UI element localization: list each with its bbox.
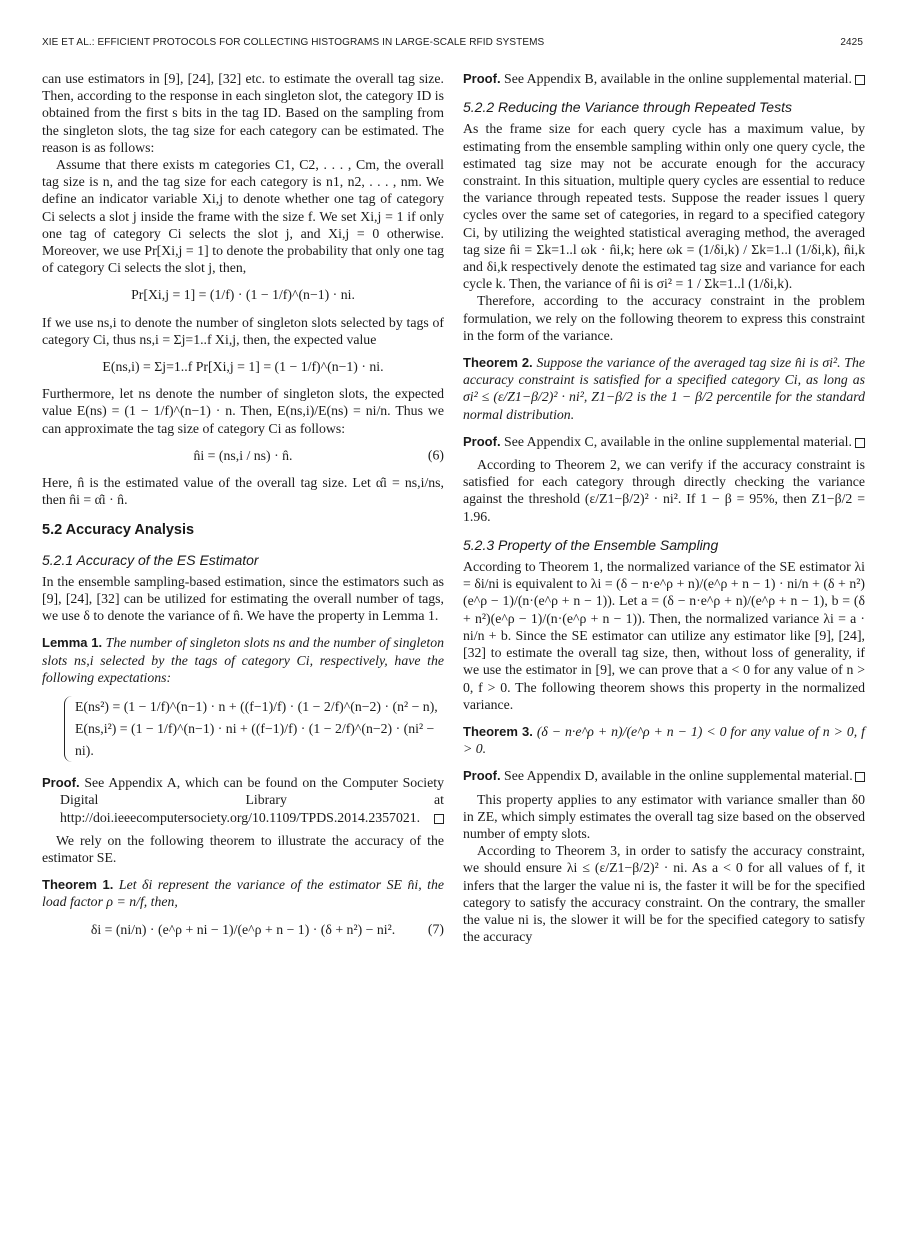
- theorem-1-label: Theorem 1.: [42, 877, 114, 893]
- proof-appendix-b: [463, 70, 865, 87]
- lemma-equation-ns: E(ns²) = (1 − 1/f)^(n−1) · n + ((f−1)/f) · (1 − 2/f)^(n−2) · (n² − n),: [75, 699, 438, 715]
- running-header: [42, 37, 863, 53]
- proof-b-label: Proof.: [463, 71, 501, 86]
- equation-7-body: δi = (ni/n) · (e^ρ + ni − 1)/(e^ρ + n − 1) · (δ + n²) − ni².: [90, 921, 396, 937]
- qed-square-icon: [855, 75, 865, 85]
- subsection-heading-5-2-3: 5.2.3 Property of the Ensemble Sampling: [463, 536, 719, 553]
- subsection-heading-5-2-1: 5.2.1 Accuracy of the ES Estimator: [42, 551, 259, 568]
- equation-probability: Pr[Xi,j = 1] = (1/f) · (1 − 1/f)^(n−1) · ni.: [131, 287, 355, 303]
- equation-6-number: (6): [427, 447, 444, 463]
- paragraph-verify-constraint: According to Theorem 2, we can verify if the accuracy constraint is satisfied for each category through directly checking the variance against the threshold (ε/Z1−β/2)² · ni². If 1 − β = 95%, then Z1−β/2 = 1.96.: [463, 457, 865, 524]
- theorem-1: [42, 876, 444, 910]
- theorem-3-label: Theorem 3.: [463, 723, 533, 739]
- paragraph-estimator-intro: can use estimators in [9], [24], [32] etc. to estimate the overall tag size. Then, according to the response in each singleton slot, the category ID is obtained from the first s bits in the tag ID. Based on the sampling from the singleton slots, the tag size for each category can be estimated. The reason is as follows:: [42, 71, 444, 155]
- proof-b-text: See Appendix B, available in the online supplemental material.: [504, 71, 852, 86]
- proof-appendix-d: [463, 767, 865, 784]
- proof-a-text: See Appendix A, which can be found on the Computer Society Digital Library at http://doi.ieeecomputersociety.org/10.1109/TPDS.2014.2357021.: [60, 775, 444, 825]
- paragraph-normalized-variance: According to Theorem 1, the normalized variance of the SE estimator λi = δi/ni is equivalent to λi = (δ − n·e^ρ + n)/(e^ρ + n − 1) · ni/n + (δ + n²)(e^ρ − 1)/(n·(e^ρ + n − 1)). Let a = (δ − n·e^ρ + n)/(e^ρ + n − 1), b = (δ + n²)(e^ρ − 1)/(n·(e^ρ + n − 1)). Then, the normalized variance λi = a · ni/n + b. Since the SE estimator can utilize any estimator like [9], [24], [32] to estimate the overall tag size, then, without loss of generality, if we use the estimator in [9], we can prove that a < 0 for any value of n > 0, f > 0. The following theorem shows this property in the normalized variance.: [463, 559, 865, 712]
- paragraph-overall-estimate: Here, n̂ is the estimated value of the overall tag size. Let α̂i = ns,i/ns, then n̂i = α̂i · n̂.: [42, 475, 444, 508]
- paragraph-singleton-count: If we use ns,i to denote the number of singleton slots selected by tags of category Ci, thus ns,i = Σj=1..f Xi,j, then, the expected value: [42, 314, 444, 347]
- lemma-equation-nsi: E(ns,i²) = (1 − 1/f)^(n−1) · ni + ((f−1)/f) · (1 − 2/f)^(n−2) · (ni² − ni).: [75, 721, 435, 759]
- proof-c-label: Proof.: [463, 433, 501, 449]
- proof-appendix-a: [42, 774, 444, 826]
- equation-expectation: E(ns,i) = Σj=1..f Pr[Xi,j = 1] = (1 − 1/f)^(n−1) · ni.: [102, 359, 384, 375]
- paragraph-repeated-tests: As the frame size for each query cycle has a maximum value, by estimating from the ensemble sampling within only one query cycle, the estimated tag size may not be accurate enough for the accuracy constraint. In this situation, multiple query cycles are essential to reduce the variance through repeated tests. Suppose the reader issues l query cycles over the same set of categories, in regard to a specified category Ci, by utilizing the weighted statistical averaging method, the averaged tag size n̂i = Σk=1..l ωk · n̂i,k; here ωk = (1/δi,k) / Σk=1..l (1/δi,k), n̂i,k and δi,k respectively denote the estimated tag size and variance for each cycle k. Then, the variance of n̂i is σi² = 1 / Σk=1..l (1/δi,k).: [463, 121, 865, 292]
- lemma-1-text: The number of singleton slots ns and the number of singleton slots ns,i selected by the tags of category Ci, respectively, have the following expectations:: [42, 635, 444, 685]
- paragraph-ensemble-variance: In the ensemble sampling-based estimation, since the estimators such as [9], [24], [32] can be utilized for estimating the overall number of tags, we use δ to denote the variance of n̂. We have the property in Lemma 1.: [42, 573, 444, 624]
- theorem-3: [463, 723, 865, 757]
- theorem-2-text: Suppose the variance of the averaged tag size n̂i is σi². The accuracy constraint is satisfied for a specified category Ci, as long as σi² ≤ (ε/Z1−β/2)² · ni², Z1−β/2 is the 1 − β/2 percentile for the standard normal distribution.: [463, 355, 865, 422]
- proof-d-text: See Appendix D, available in the online supplemental material.: [504, 768, 853, 784]
- theorem-3-text: (δ − n·e^ρ + n)/(e^ρ + n − 1) < 0 for any value of n > 0, f > 0.: [463, 723, 866, 757]
- theorem-1-text: Let δi represent the variance of the estimator SE n̂i, the load factor ρ = n/f, then,: [42, 877, 444, 910]
- equation-6: [42, 447, 444, 464]
- paragraph-property-applies: This property applies to any estimator with variance smaller than δ0 in ZE, which simply estimates the overall tag size based on the observed number of empty slots.: [463, 791, 865, 841]
- page-number: 2425: [840, 37, 863, 48]
- paragraph-theorem-intro: We rely on the following theorem to illustrate the accuracy of the estimator SE.: [42, 832, 444, 865]
- section-heading-5-2: 5.2 Accuracy Analysis: [42, 522, 195, 539]
- proof-d-label: Proof.: [463, 768, 501, 784]
- paragraph-indicator-variable: Assume that there exists m categories C1, C2, . . . , Cm, the overall tag size is n, and the tag size for each category is n1, n2, . . . , nm. We define an indicator variable Xi,j to denote whether one tag of category Ci selects a slot j inside the frame with the size f. We set Xi,j = 1 if only one tag of category Ci selects the slot j, and Xi,j = 0 otherwise. Moreover, we use Pr[Xi,j = 1] to denote the probability that only one tag of category Ci selects the slot j, then,: [42, 157, 444, 276]
- running-title: XIE ET AL.: EFFICIENT PROTOCOLS FOR COLLECTING HISTOGRAMS IN LARGE-SCALE RFID SYSTEMS: [42, 37, 545, 48]
- qed-square-icon: [855, 772, 865, 782]
- theorem-2-label: Theorem 2.: [463, 355, 533, 371]
- lemma-1-label: Lemma 1.: [42, 635, 103, 651]
- proof-appendix-c: [463, 433, 865, 450]
- right-column: [463, 70, 865, 945]
- subsection-heading-5-2-2: 5.2.2 Reducing the Variance through Repeated Tests: [463, 99, 792, 116]
- qed-square-icon: [434, 814, 444, 824]
- left-column: [42, 70, 444, 948]
- theorem-2: [463, 354, 865, 423]
- lemma-1-equations: [64, 696, 444, 762]
- paragraph-approximation: Furthermore, let ns denote the number of singleton slots, the expected value E(ns) = (1 − 1/f)^(n−1) · n. Then, E(ns,i)/E(ns) = ni/n. Thus we can approximate the tag size of category Ci as follows:: [42, 386, 444, 436]
- paragraph-accuracy-constraint: Therefore, according to the accuracy constraint in the problem formulation, we rely on the following theorem to express this constraint in the form of the variance.: [463, 293, 865, 343]
- equation-6-body: n̂i = (ns,i / ns) · n̂.: [193, 447, 293, 463]
- paragraph-theorem-3-consequence: According to Theorem 3, in order to satisfy the accuracy constraint, we should ensure λi ≤ (ε/Z1−β/2)² · ni. As a < 0 for all values of f, it infers that the larger the value ni is, the faster it will be for the specified category to satisfy the accuracy constraint. On the contrary, the smaller the value ni is, the slower it will be for the specified category to satisfy the accuracy: [463, 843, 865, 945]
- equation-7-number: (7): [427, 921, 444, 937]
- qed-square-icon: [855, 438, 865, 448]
- proof-a-label: Proof.: [42, 775, 80, 791]
- lemma-1: [42, 634, 444, 686]
- proof-c-text: See Appendix C, available in the online supplemental material.: [504, 433, 852, 449]
- equation-7: [42, 921, 444, 938]
